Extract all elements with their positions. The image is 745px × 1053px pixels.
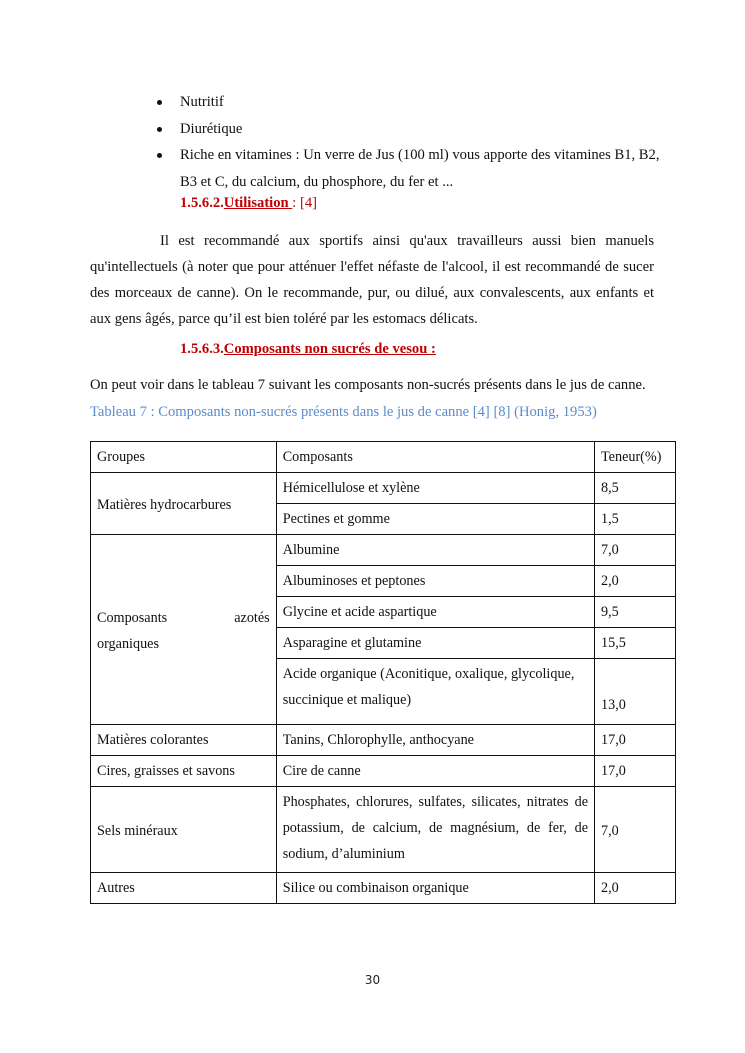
header-groupes: Groupes (91, 442, 277, 473)
component-cell: Cire de canne (276, 756, 594, 787)
group-cell: Composants azotés organiques (91, 535, 277, 725)
value-cell: 17,0 (595, 756, 676, 787)
component-cell: Pectines et gomme (276, 504, 594, 535)
bullet-icon (157, 100, 162, 105)
section-number: 1.5.6.2. (180, 195, 224, 211)
table-header-row (91, 442, 676, 473)
table-row (91, 473, 676, 504)
table-caption: Tableau 7 : Composants non-sucrés présents dans le jus de canne [4] [8] (Honig, 1953) (90, 404, 597, 420)
value-cell: 7,0 (595, 787, 676, 873)
value-cell: 15,5 (595, 628, 676, 659)
value-cell: 17,0 (595, 725, 676, 756)
bullet-item: Nutritif (155, 89, 660, 116)
header-composants: Composants (276, 442, 594, 473)
section-number: 1.5.6.3. (180, 341, 224, 357)
paragraph-utilisation: Il est recommandé aux sportifs ainsi qu'aux travailleurs aussi bien manuels qu'intellectuels (à noter que pour atténuer l'effet néfaste de l'alcool, il est recommandé de sucer des morceaux de canne). On le recommande, pur, ou dilué, aux convalescents, aux enfants et aux gens âgés, parce qu’il est bien toléré par les estomacs délicats. (90, 233, 654, 327)
component-cell: Hémicellulose et xylène (276, 473, 594, 504)
page-number: 30 (364, 973, 381, 987)
component-cell: Albuminoses et peptones (276, 566, 594, 597)
value-cell: 13,0 (595, 659, 676, 725)
bullet-item: Diurétique (155, 116, 660, 143)
value-cell: 2,0 (595, 566, 676, 597)
properties-bullet-list (155, 89, 660, 195)
component-cell: Acide organique (Aconitique, oxalique, glycolique, succinique et malique) (276, 659, 594, 725)
section-heading-composants (180, 341, 436, 358)
table-row (91, 756, 676, 787)
group-cell: Matières hydrocarbures (91, 473, 277, 535)
value-cell: 1,5 (595, 504, 676, 535)
table-row (91, 787, 676, 873)
bullet-icon (157, 127, 162, 132)
value-cell: 8,5 (595, 473, 676, 504)
component-cell: Glycine et acide aspartique (276, 597, 594, 628)
table-row (91, 873, 676, 904)
value-cell: 9,5 (595, 597, 676, 628)
composants-table (90, 441, 676, 904)
section-title: Utilisation (223, 195, 293, 211)
bullet-item: Riche en vitamines : Un verre de Jus (100 ml) vous apporte des vitamines B1, B2, B3 et C, du calcium, du phosphore, du fer et ... (155, 142, 660, 195)
table-row (91, 535, 676, 566)
component-cell: Asparagine et glutamine (276, 628, 594, 659)
header-teneur: Teneur(%) (595, 442, 676, 473)
section-heading-utilisation (180, 195, 317, 212)
value-cell: 7,0 (595, 535, 676, 566)
component-cell: Phosphates, chlorures, sulfates, silicates, nitrates de potassium, de calcium, de magnésium, de fer, de sodium, d’aluminium (276, 787, 594, 873)
bullet-icon (157, 153, 162, 158)
section-reference: : [4] (292, 195, 318, 211)
group-cell: Autres (91, 873, 277, 904)
component-cell: Silice ou combinaison organique (276, 873, 594, 904)
table-row (91, 725, 676, 756)
group-cell: Matières colorantes (91, 725, 277, 756)
component-cell: Tanins, Chlorophylle, anthocyane (276, 725, 594, 756)
group-cell: Sels minéraux (91, 787, 277, 873)
component-cell: Albumine (276, 535, 594, 566)
paragraph-composants: On peut voir dans le tableau 7 suivant les composants non-sucrés présents dans le jus de canne. (90, 377, 646, 393)
group-cell: Cires, graisses et savons (91, 756, 277, 787)
value-cell: 2,0 (595, 873, 676, 904)
section-title: Composants non sucrés de vesou : (223, 341, 436, 357)
